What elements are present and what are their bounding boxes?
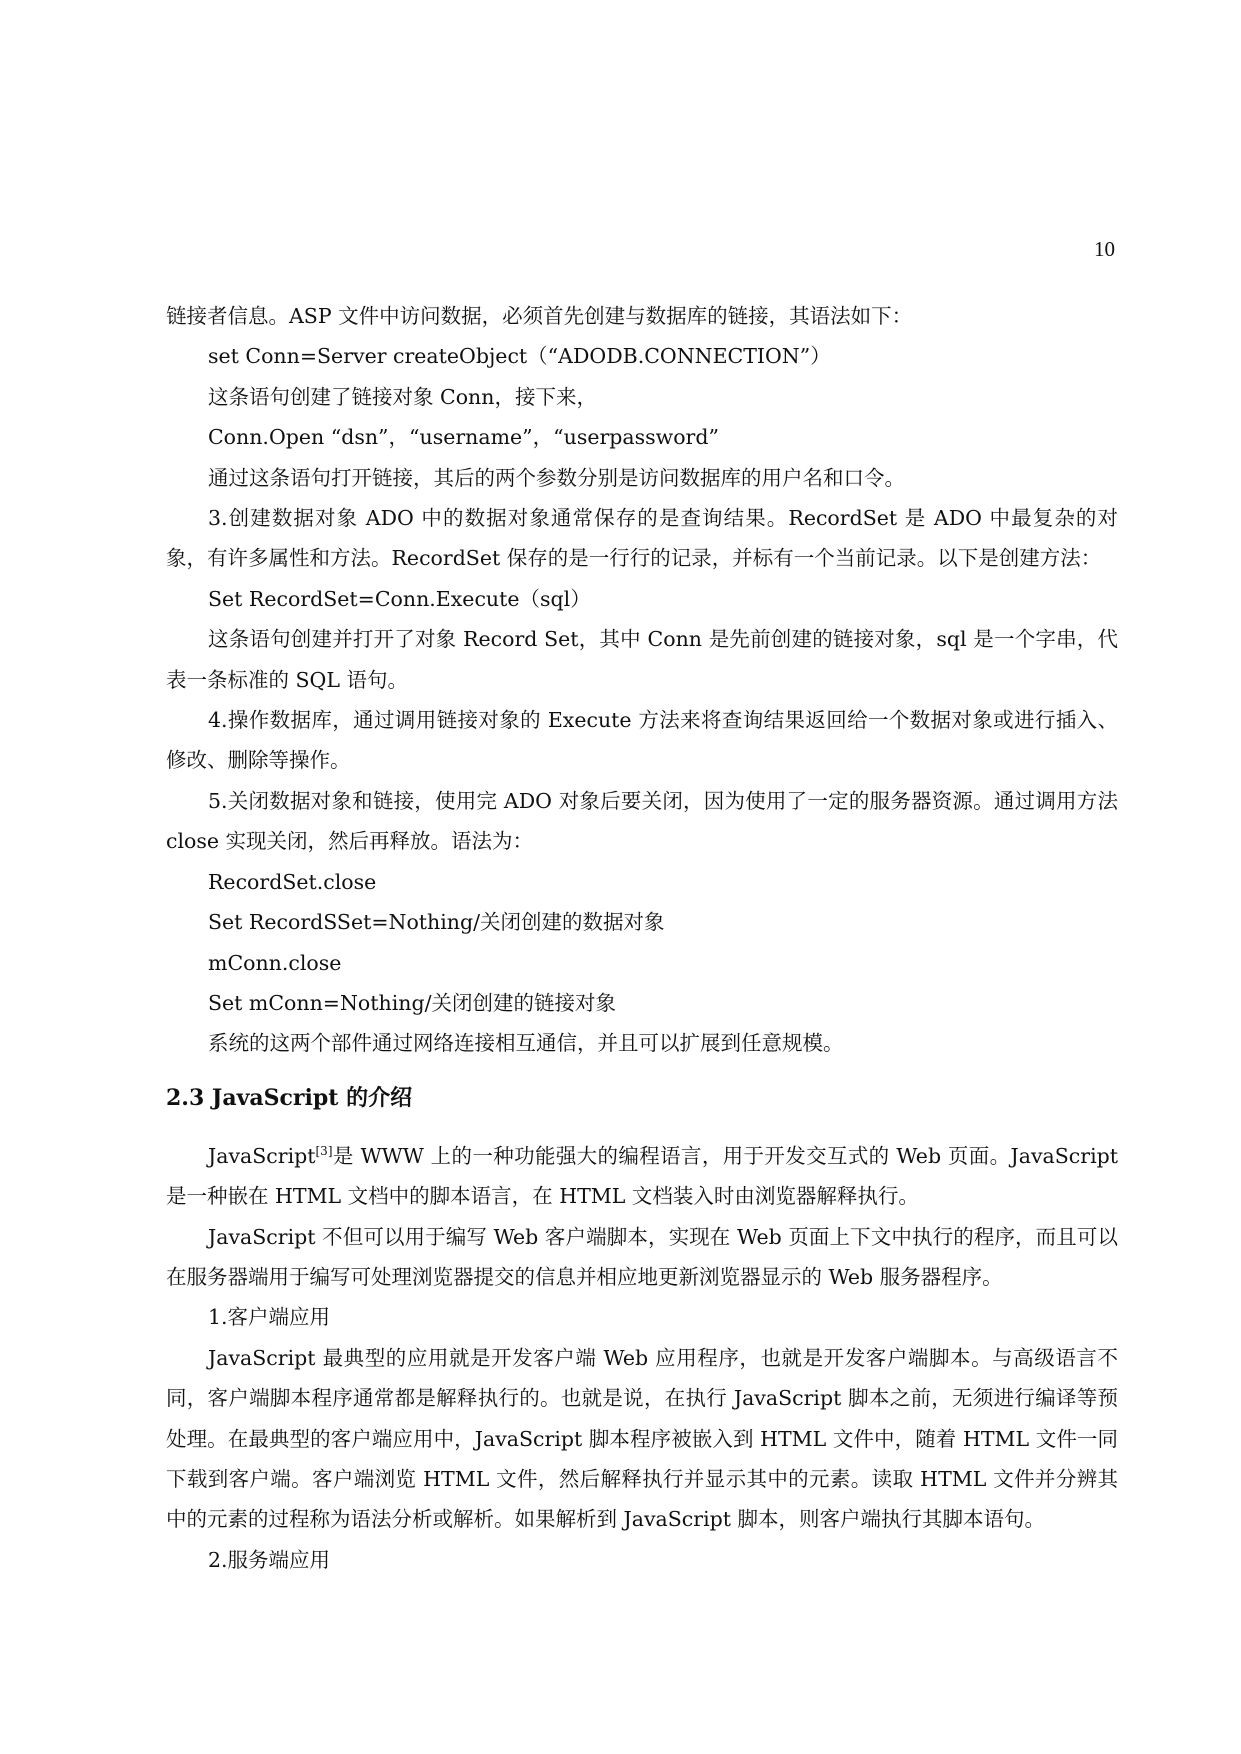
citation: [3] [315,1143,333,1158]
code-line: Conn.Open “dsn”，“username”，“userpassword” [208,425,719,450]
page-content [166,296,1118,1580]
code-line: Set RecordSet=Conn.Execute（sql） [208,586,591,611]
paragraph [166,1136,1118,1217]
paragraph: 通过这条语句打开链接，其后的两个参数分别是访问数据库的用户名和口令。 [208,465,905,490]
paragraph: 这条语句创建了链接对象 Conn，接下来， [208,384,597,409]
paragraph: JavaScript 最典型的应用就是开发客户端 Web 应用程序，也就是开发客户端脚本。与高级语言不同，客户端脚本程序通常都是解释执行的。也就是说，在执行 JavaScript 脚本之前，无须进行编译等预处理。在最典型的客户端应用中，JavaScript 脚本程序被嵌入到 HTML 文件中，随着 HTML 文件一同下载到客户端。客户端浏览 HTML 文件，然后解释执行并显示其中的元素。读取 HTML 文件并分辨其中的元素的过程称为语法分析或解析。如果解析到 JavaScript 脚本，则客户端执行其脚本语句。 [166,1345,1118,1532]
list-heading: 1.客户端应用 [208,1305,331,1330]
paragraph: 链接者信息。ASP 文件中访问数据，必须首先创建与数据库的链接，其语法如下： [166,304,913,328]
code-line: mConn.close [208,950,342,975]
paragraph: 5.关闭数据对象和链接，使用完 ADO 对象后要关闭，因为使用了一定的服务器资源。通过调用方法 close 实现关闭，然后再释放。语法为： [166,788,1118,854]
code-line: Set mConn=Nothing/关闭创建的链接对象 [208,990,616,1015]
list-heading: 2.服务端应用 [208,1547,331,1572]
code-line: set Conn=Server createObject（“ADODB.CONNECTION”） [208,344,831,369]
paragraph: 3.创建数据对象 ADO 中的数据对象通常保存的是查询结果。RecordSet 是 ADO 中最复杂的对象，有许多属性和方法。RecordSet 保存的是一行行的记录，并标有一个当前记录。以下是创建方法： [166,506,1118,571]
section-heading: 2.3 JavaScript 的介绍 [166,1084,413,1111]
paragraph: 4.操作数据库，通过调用链接对象的 Execute 方法来将查询结果返回给一个数据对象或进行插入、修改、删除等操作。 [166,708,1118,773]
code-line: RecordSet.close [208,869,377,894]
paragraph: 系统的这两个部件通过网络连接相互通信，并且可以扩展到任意规模。 [208,1031,844,1056]
paragraph-text: 是 WWW 上的一种功能强大的编程语言，用于开发交互式的 Web 页面。JavaScript 是一种嵌在 HTML 文档中的脚本语言，在 HTML 文档装入时由浏览器解释执行。 [166,1143,1118,1209]
paragraph: JavaScript 不但可以用于编写 Web 客户端脚本，实现在 Web 页面上下文中执行的程序，而且可以在服务器端用于编写可处理浏览器提交的信息并相应地更新浏览器显示的 Web 服务器程序。 [166,1224,1118,1289]
code-line: Set RecordSSet=Nothing/关闭创建的数据对象 [208,910,665,935]
page-number: 10 [1094,237,1115,261]
paragraph: 这条语句创建并打开了对象 Record Set，其中 Conn 是先前创建的链接对象，sql 是一个字串，代表一条标准的 SQL 语句。 [166,627,1118,692]
term: JavaScript [208,1143,316,1168]
